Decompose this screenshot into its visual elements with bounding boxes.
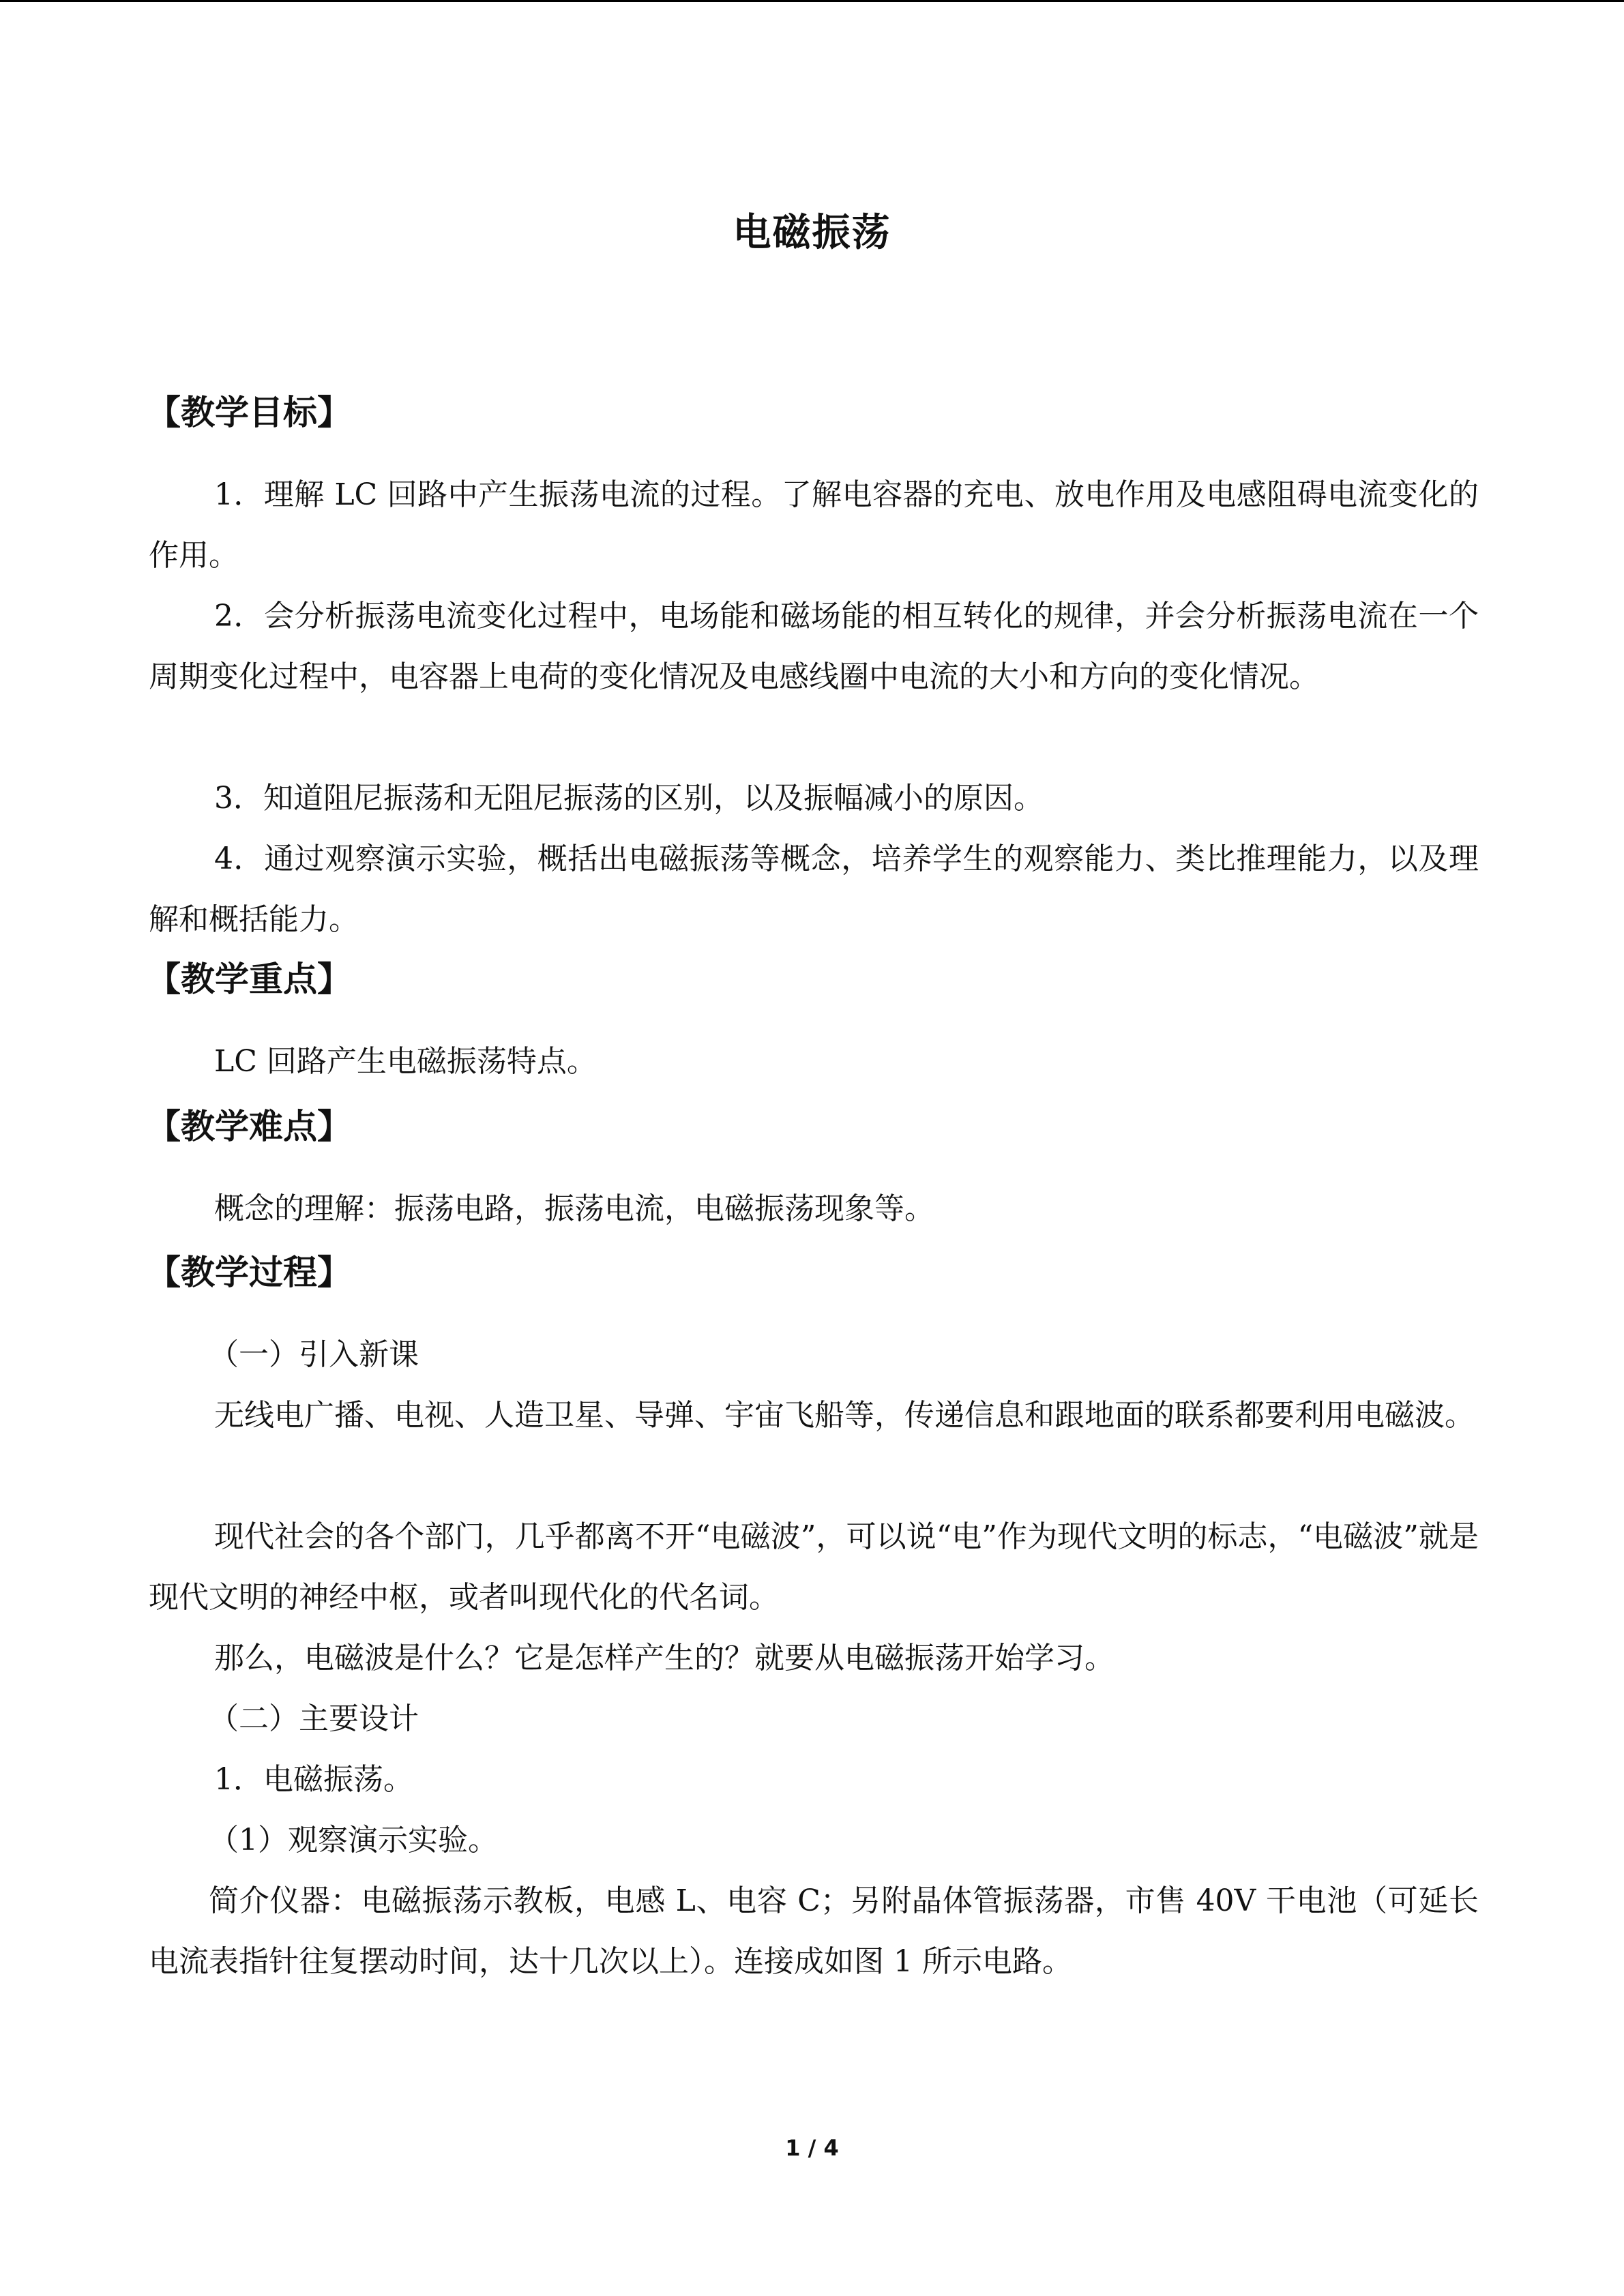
difficulties-text: 概念的理解：振荡电路，振荡电流，电磁振荡现象等。 xyxy=(214,1191,934,1226)
objective-2: 2．会分析振荡电流变化过程中，电场能和磁场能的相互转化的规律，并会分析振荡电流在一个周期变化过程中，电容器上电荷的变化情况及电感线圈中电流的大小和方向的变化情况。 xyxy=(149,599,1479,694)
heading-objectives: 【教学目标】 xyxy=(147,393,351,432)
heading-key-points: 【教学重点】 xyxy=(147,959,351,999)
objective-1: 1．理解 LC 回路中产生振荡电流的过程。了解电容器的充电、放电作用及电感阻碍电流变化的作用。 xyxy=(149,477,1479,573)
intro-subheading: （一）引入新课 xyxy=(209,1337,419,1372)
design-subheading: （二）主要设计 xyxy=(209,1701,419,1736)
design-sub-item-1: （1）观察演示实验。 xyxy=(209,1823,498,1858)
document-title: 电磁振荡 xyxy=(733,211,891,255)
intro-paragraph-1: 无线电广播、电视、人造卫星、导弹、宇宙飞船等，传递信息和跟地面的联系都要利用电磁波。 xyxy=(214,1398,1475,1433)
intro-paragraph-3: 那么，电磁波是什么？它是怎样产生的？就要从电磁振荡开始学习。 xyxy=(214,1641,1114,1675)
heading-difficulties: 【教学难点】 xyxy=(147,1107,351,1146)
page-number: 1 / 4 xyxy=(785,2135,839,2161)
instrument-paragraph: 简介仪器：电磁振荡示教板，电感 L、电容 C；另附晶体管振荡器，市售 40V 干电池（可延长电流表指针往复摆动时间，达十几次以上）。连接成如图 1 所示电路。 xyxy=(149,1883,1479,1979)
objective-3: 3．知道阻尼振荡和无阻尼振荡的区别，以及振幅减小的原因。 xyxy=(214,781,1044,816)
intro-paragraph-2: 现代社会的各个部门，几乎都离不开“电磁波”，可以说“电”作为现代文明的标志，“电磁波”就是现代文明的神经中枢，或者叫现代化的代名词。 xyxy=(149,1519,1479,1615)
design-item-1: 1．电磁振荡。 xyxy=(214,1762,413,1797)
objective-4: 4．通过观察演示实验，概括出电磁振荡等概念，培养学生的观察能力、类比推理能力，以及理解和概括能力。 xyxy=(149,841,1479,937)
key-points-text: LC 回路产生电磁振荡特点。 xyxy=(214,1044,597,1079)
heading-process: 【教学过程】 xyxy=(147,1253,351,1292)
